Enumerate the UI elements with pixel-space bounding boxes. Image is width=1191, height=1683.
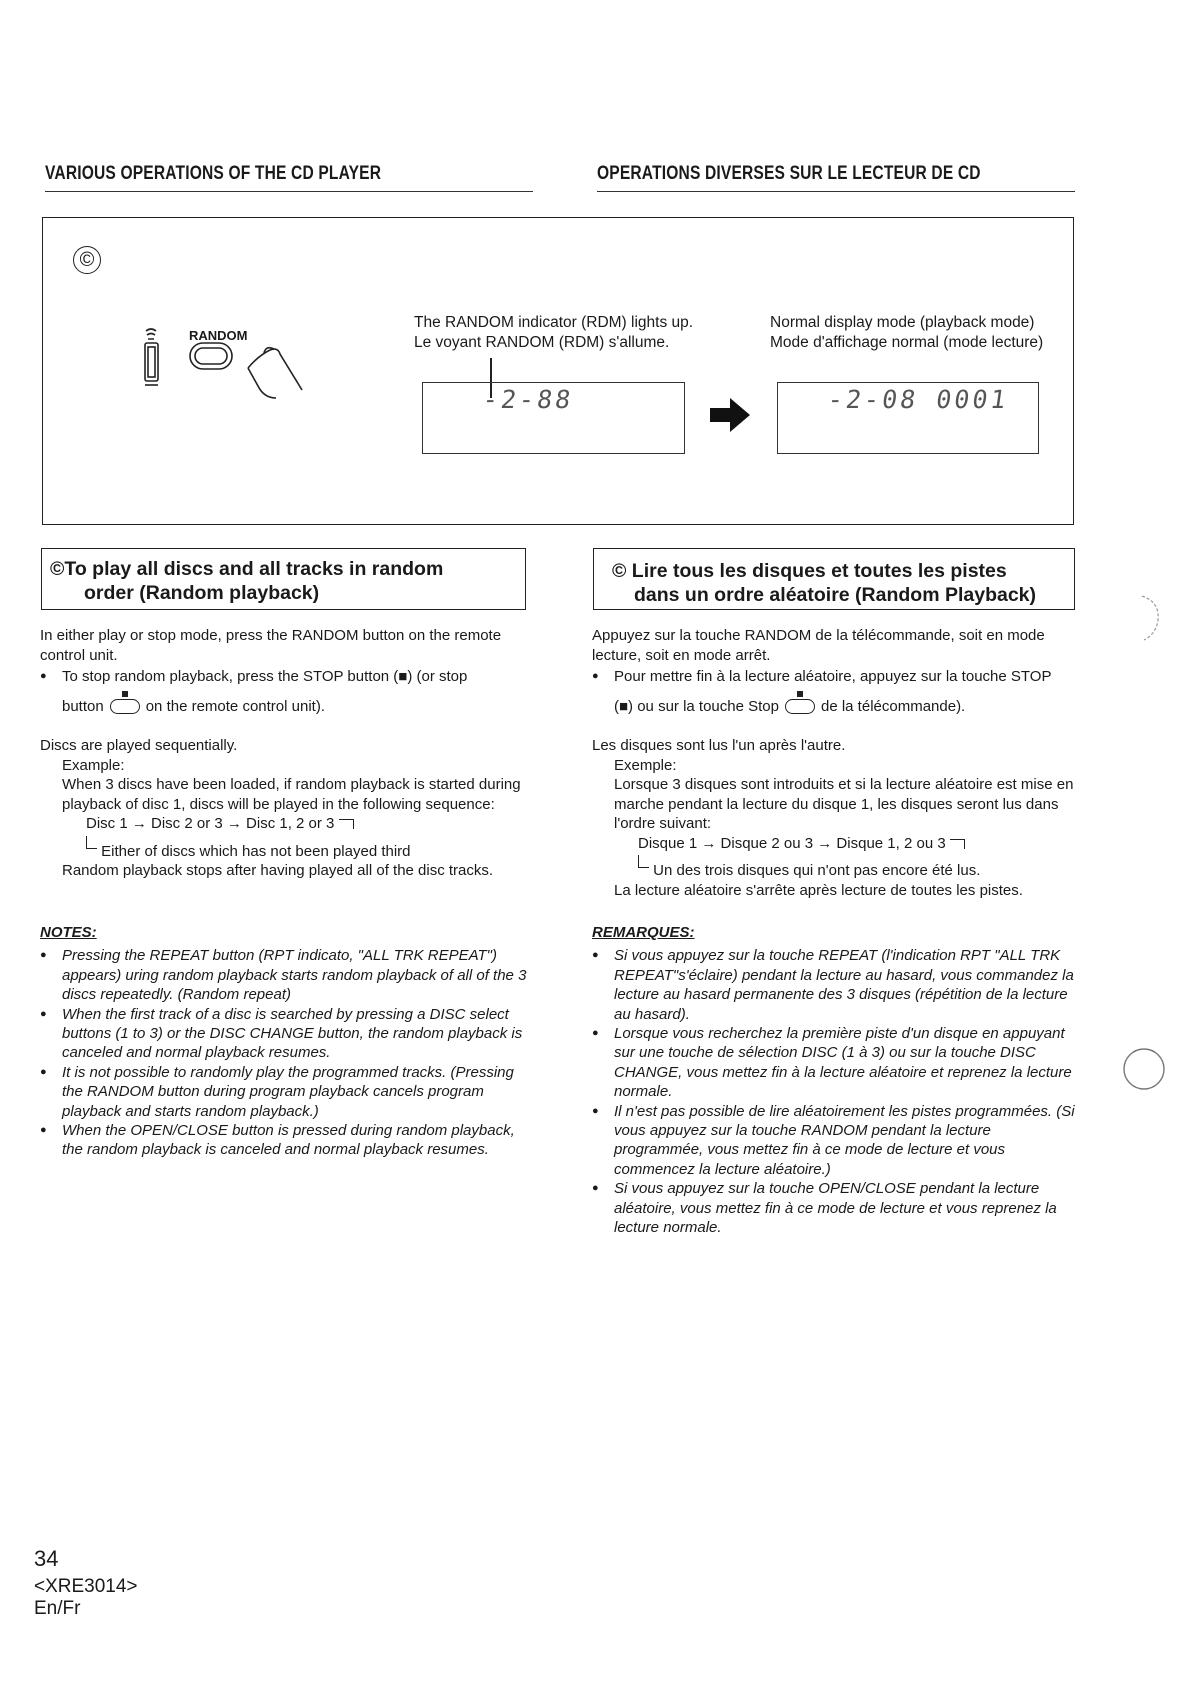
divider <box>597 191 1075 192</box>
note-item: ● Pressing the REPEAT button (RPT indicato, "ALL TRK REPEAT") appears) uring random playback starts random playback of all of the 3 discs repeatedly. (Random repeat) <box>40 946 530 1004</box>
arrow-right-icon <box>710 398 750 432</box>
binder-hole-mark <box>1122 1045 1166 1093</box>
note-item: ● Si vous appuyez sur la touche REPEAT (l'indication RPT "ALL TRK REPEAT"s'éclaire) pendant la lecture au hasard, vous commandez la lecture au hasard permanente des 3 disques (répétition de la lecture au hasard). <box>592 946 1080 1024</box>
language-code: En/Fr <box>34 1598 81 1619</box>
stops-text: La lecture aléatoire s'arrête après lecture de toutes les pistes. <box>614 881 1023 899</box>
intro-text: In either play or stop mode, press the RANDOM button on the remote control unit. <box>40 627 502 664</box>
example-text: When 3 discs have been loaded, if random playback is started during playback of disc 1, discs will be played in the following sequence: <box>62 776 521 813</box>
figure-marker: © <box>73 246 101 274</box>
either-text: Either of discs which has not been played third <box>40 842 530 862</box>
stop-button-icon <box>785 699 815 714</box>
heading-box-en <box>41 548 526 610</box>
display-normal-mode <box>777 382 1039 454</box>
note-item: ● Si vous appuyez sur la touche OPEN/CLOSE pendant la lecture aléatoire, vous mettez fin à ce mode de lecture et vous reprenez la lecture normale. <box>592 1179 1080 1237</box>
caption-rdm-fr: Le voyant RANDOM (RDM) s'allume. <box>414 334 670 351</box>
remote-random-button-illustration <box>138 313 368 418</box>
section-c-marker: © <box>612 560 627 582</box>
either-text: Un des trois disques qui n'ont pas encore été lus. <box>592 861 1080 881</box>
stops-text: Random playback stops after having played all of the disc tracks. <box>62 862 494 879</box>
page-number: 34 <box>34 1546 59 1571</box>
caption-normal-en: Normal display mode (playback mode) <box>770 314 1035 331</box>
stop-instruction: ● To stop random playback, press the STOP button (■) (or stop <box>40 667 530 687</box>
loop-bracket <box>339 819 354 829</box>
notes-en <box>40 923 530 1160</box>
example-label: Exemple: <box>614 756 677 774</box>
note-item: ● Il n'est pas possible de lire aléatoirement les pistes programmées. (Si vous appuyez sur la touche RANDOM pendant la lecture programmée, vous mettez fin à ce mode de lecture et vous commencez la lecture aléatoire.) <box>592 1102 1080 1180</box>
intro-text: Appuyez sur la touche RANDOM de la télécommande, soit en mode lecture, soit en mode arrêt. <box>592 627 1045 664</box>
notes-heading: NOTES: <box>40 924 97 941</box>
example-label: Example: <box>62 756 125 774</box>
section-title-fr: OPERATIONS DIVERSES SUR LE LECTEUR DE CD <box>597 163 981 184</box>
stop-instruction: ● Pour mettre fin à la lecture aléatoire, appuyez sur la touche STOP <box>592 667 1080 687</box>
note-item: ● When the OPEN/CLOSE button is pressed during random playback, the random playback is canceled and normal playback resumes. <box>40 1121 530 1160</box>
sequential-text: Les disques sont lus l'un après l'autre. <box>592 737 846 754</box>
lcd-readout: -2-88 <box>480 385 576 414</box>
stop-button-icon <box>110 699 140 714</box>
stop-instruction-cont: (■) ou sur la touche Stop de la télécommande). <box>614 697 966 715</box>
caption-normal-fr: Mode d'affichage normal (mode lecture) <box>770 334 1044 351</box>
heading-box-fr <box>593 548 1075 610</box>
loop-return-icon <box>86 836 97 849</box>
binder-hole-mark <box>1122 592 1164 644</box>
section-c-marker: © <box>50 558 65 580</box>
stop-instruction-cont: button on the remote control unit). <box>62 697 325 715</box>
heading-fr: © Lire tous les disques et toutes les pistes dans un ordre aléatoire (Random Playback) <box>612 560 1037 606</box>
sequence-text: Disque 1 → Disque 2 ou 3 → Disque 1, 2 ou 3 <box>592 834 1080 854</box>
document-code: <XRE3014> <box>34 1576 138 1597</box>
lcd-readout: -2-08 0001 <box>825 385 1011 414</box>
note-item: ● When the first track of a disc is searched by pressing a DISC select buttons (1 to 3) or the DISC CHANGE button, the random playback is canceled and normal playback resumes. <box>40 1005 530 1063</box>
loop-bracket <box>950 839 965 849</box>
example-text: Lorsque 3 disques sont introduits et si la lecture aléatoire est mise en marche pendant la lecture du disque 1, les disques seront lus dans l'ordre suivant: <box>614 776 1074 832</box>
sequential-text: Discs are played sequentially. <box>40 737 238 754</box>
display-random-mode <box>422 382 685 454</box>
sequence-text: Disc 1 → Disc 2 or 3 → Disc 1, 2 or 3 <box>40 814 530 834</box>
body-en <box>40 626 530 881</box>
body-fr <box>592 626 1080 900</box>
heading-en: ©To play all discs and all tracks in random order (Random playback) <box>50 558 444 604</box>
notes-heading: REMARQUES: <box>592 924 695 941</box>
notes-fr <box>592 923 1080 1238</box>
loop-return-icon <box>638 855 649 868</box>
note-item: ● Lorsque vous recherchez la première piste d'un disque en appuyant sur une touche de sélection DISC (1 à 3) ou sur la touche DISC CHANGE, vous mettez fin à la lecture aléatoire et reprenez la lecture normale. <box>592 1024 1080 1102</box>
section-title-en: VARIOUS OPERATIONS OF THE CD PLAYER <box>45 163 382 184</box>
divider <box>45 191 533 192</box>
note-item: ● It is not possible to randomly play the programmed tracks. (Pressing the RANDOM button during program playback cancels program playback and starts random playback.) <box>40 1063 530 1121</box>
illustration-box <box>42 217 1074 525</box>
caption-rdm-en: The RANDOM indicator (RDM) lights up. <box>414 314 694 331</box>
random-button-label: RANDOM <box>189 328 248 343</box>
